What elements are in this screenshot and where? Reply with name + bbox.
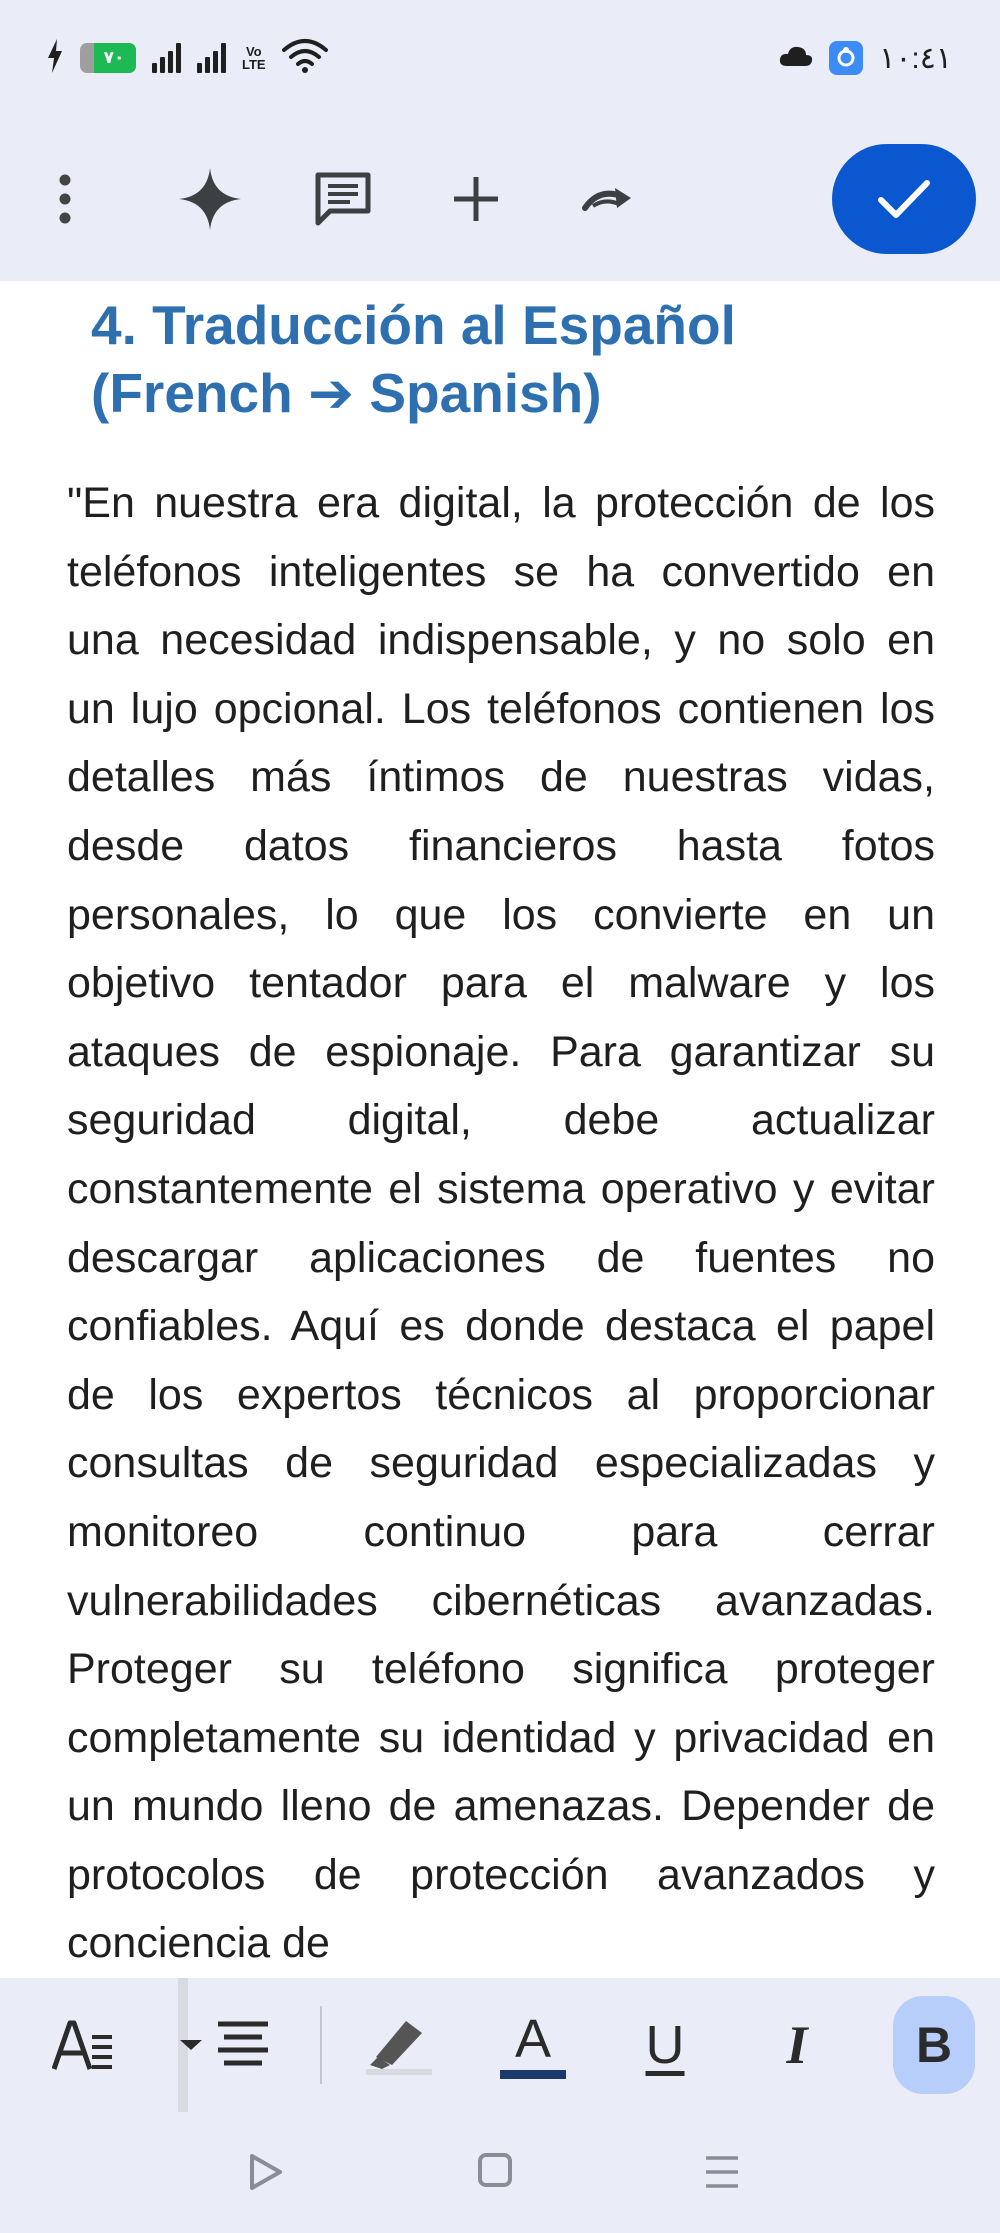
text-style-button[interactable]	[48, 1995, 118, 2095]
redo-icon	[579, 184, 639, 214]
insert-button[interactable]	[436, 159, 516, 239]
recents-menu-icon	[704, 2154, 740, 2190]
comment-icon	[314, 171, 372, 227]
check-icon	[877, 178, 931, 220]
charging-icon	[46, 39, 64, 78]
comment-button[interactable]	[303, 159, 383, 239]
highlighter-icon	[364, 2015, 434, 2075]
text-color-swatch	[500, 2070, 566, 2079]
home-button[interactable]	[477, 2152, 513, 2193]
italic-button[interactable]	[762, 1995, 832, 2095]
done-button[interactable]	[832, 144, 976, 254]
bold-letter: B	[915, 2017, 953, 2073]
format-toolbar	[0, 1978, 1000, 2112]
battery-icon	[80, 43, 136, 73]
document-heading[interactable]: 4. Traducción al Español (French ➔ Spanish)	[91, 294, 736, 424]
volte-icon	[242, 45, 266, 71]
italic-letter: I	[786, 2015, 808, 2075]
battery-level: ٧٠	[103, 48, 125, 67]
status-right	[779, 41, 952, 76]
signal-icon-2	[197, 43, 226, 73]
recents-button[interactable]	[704, 2154, 740, 2195]
system-nav-bar	[0, 2112, 1000, 2233]
align-center-icon	[178, 2020, 274, 2070]
more-options-button[interactable]	[40, 159, 90, 239]
back-button[interactable]	[248, 2152, 284, 2197]
text-color-letter: A	[514, 2008, 552, 2069]
sparkle-icon	[179, 168, 241, 230]
wifi-icon	[282, 38, 328, 79]
bold-button[interactable]	[893, 1996, 975, 2094]
underline-button[interactable]	[630, 1995, 700, 2095]
highlight-button[interactable]	[362, 1995, 436, 2095]
status-left	[46, 38, 328, 79]
back-triangle-icon	[248, 2152, 284, 2192]
document-paragraph[interactable]: "En nuestra era digital, la protección de los teléfonos inteligentes se ha convertido en una necesidad indispensable, y no solo en un lujo opcional. Los teléfonos contienen los detalles más íntimos de nuestras vidas, desde datos financieros hasta fotos personales, lo que los convierte en un objetivo tentador para el malware y los ataques de espionaje. Para garantizar su seguridad digital, debe actualizar constantemente el sistema operativo y evitar descargar aplicaciones de fuentes no confiables. Aquí es donde destaca el papel de los expertos técnicos al proporcionar consultas de seguridad especializadas y monitoreo continuo para cerrar vulnerabilidades cibernéticas avanzadas. Proteger su teléfono significa proteger completamente su identidad y privacidad en un mundo lleno de amenazas. Depender de protocolos de protección avanzados y conciencia de	[67, 479, 935, 1968]
volte-top: Vo	[245, 44, 262, 59]
redo-button[interactable]	[569, 159, 649, 239]
signal-icon	[152, 43, 181, 73]
status-time: ١٠:٤١	[879, 41, 952, 75]
more-vert-icon	[58, 174, 72, 224]
underline-letter: U	[645, 2015, 685, 2075]
document-body[interactable]	[0, 281, 1000, 1978]
status-bar	[0, 0, 1000, 116]
add-icon	[452, 175, 500, 223]
home-square-icon	[477, 2152, 513, 2188]
text-style-icon	[52, 2019, 114, 2071]
text-color-button[interactable]	[498, 1995, 568, 2095]
cloud-icon	[779, 44, 813, 73]
editor-toolbar	[0, 116, 1000, 281]
volte-bottom: LTE	[242, 57, 266, 72]
alignment-button[interactable]	[176, 1995, 276, 2095]
sync-app-icon	[829, 41, 863, 75]
ai-assist-button[interactable]	[170, 159, 250, 239]
format-divider-thin	[320, 2006, 322, 2084]
